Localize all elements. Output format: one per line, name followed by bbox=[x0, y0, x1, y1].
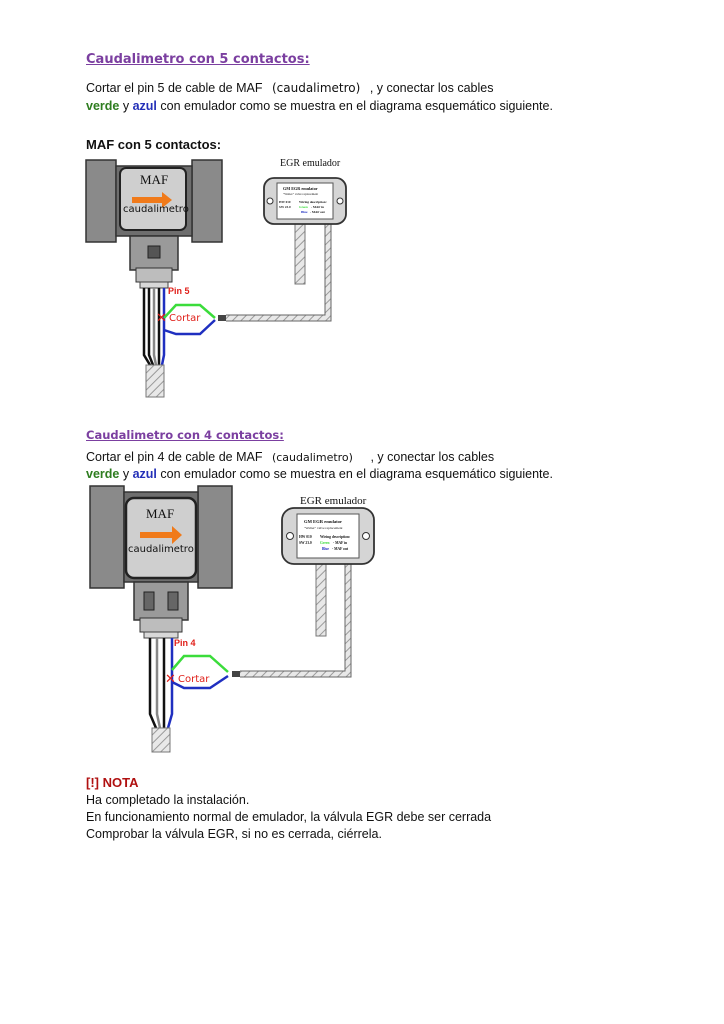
emulator-maf-out: - MAF out bbox=[332, 547, 349, 551]
maf-wire-bundle bbox=[144, 288, 164, 365]
emulator-maf-out: - MAF out bbox=[310, 210, 325, 214]
maf-sublabel: caudalimetro bbox=[123, 204, 189, 215]
section5-line2-rest: con emulador como se muestra en el diagrama esquemático siguiente. bbox=[160, 99, 553, 113]
section4-line1-paren: (caudalimetro) bbox=[271, 451, 353, 464]
maf-cable-sheath bbox=[152, 728, 170, 752]
emulator-green: Green bbox=[299, 205, 308, 209]
maf-cable-sheath bbox=[146, 365, 164, 397]
emulator-label-line2: "Walter" valve replacement bbox=[283, 192, 319, 196]
emulator-title: EGR emulador bbox=[280, 158, 341, 169]
section5-line1-after: , y conectar los cables bbox=[369, 81, 494, 95]
emulator-hw: HW 010 bbox=[279, 200, 291, 204]
note-line-3: Comprobar la válvula EGR, si no es cerrada, ciérrela. bbox=[86, 827, 382, 841]
maf-sensor-body bbox=[90, 486, 232, 588]
section5-subtitle: MAF con 5 contactos: bbox=[86, 137, 222, 152]
section4-word-azul: azul bbox=[132, 467, 157, 481]
section4-instruction-line2 bbox=[86, 466, 553, 483]
section4-heading: Caudalimetro con 4 contactos: bbox=[86, 428, 284, 442]
note-line-2: En funcionamiento normal de emulador, la válvula EGR debe ser cerrada bbox=[86, 810, 492, 824]
emulator-label-line1: GM EGR emulator bbox=[304, 519, 343, 524]
section5-line1-text: Cortar el pin 5 de cable de MAF bbox=[86, 81, 263, 95]
maf-label: MAF bbox=[140, 172, 169, 187]
emulator-wiring-desc: Wiring description: bbox=[320, 535, 351, 539]
note-line-1: Ha completado la instalación. bbox=[86, 793, 250, 807]
green-wire bbox=[172, 656, 228, 672]
emulator-blue: Blue bbox=[301, 210, 308, 214]
section5-word-y: y bbox=[122, 99, 130, 113]
maf-label: MAF bbox=[146, 506, 175, 521]
section5-instruction-line1 bbox=[86, 80, 493, 97]
section4-line1-after: , y conectar los cables bbox=[370, 450, 495, 464]
section4-instruction-line1 bbox=[86, 449, 494, 466]
emulator-sw: SW 23.0 bbox=[279, 205, 291, 209]
section5-instruction-line2 bbox=[86, 98, 553, 115]
emulator-cable bbox=[226, 222, 328, 318]
emulator-title: EGR emulador bbox=[300, 495, 367, 507]
section4-line2-rest: con emulador como se muestra en el diagrama esquemático siguiente. bbox=[160, 467, 553, 481]
maf-connector bbox=[134, 582, 188, 638]
note-title: [!] NOTA bbox=[86, 775, 139, 790]
cut-label: Cortar bbox=[169, 313, 201, 324]
section5-word-verde: verde bbox=[86, 99, 120, 113]
emulator-wiring-desc: Wiring description: bbox=[299, 200, 327, 204]
section4-line1-text: Cortar el pin 4 de cable de MAF bbox=[86, 450, 263, 464]
emulator-sw: SW 23.0 bbox=[299, 541, 312, 545]
section5-word-azul: azul bbox=[132, 99, 157, 113]
cut-x-icon: ✕ bbox=[156, 311, 167, 326]
cut-x-icon: ✕ bbox=[165, 672, 176, 687]
maf-connector bbox=[130, 236, 178, 288]
pin-label: Pin 4 bbox=[174, 638, 196, 648]
cut-label: Cortar bbox=[178, 674, 210, 685]
wiring-diagram-4pin bbox=[82, 482, 382, 757]
emulator-label-line1: GM EGR emulator bbox=[283, 186, 318, 191]
emulator-green: Green bbox=[320, 541, 330, 545]
emulator-cable bbox=[240, 564, 348, 674]
section4-word-y: y bbox=[122, 467, 130, 481]
maf-sublabel: caudalimetro bbox=[128, 544, 194, 555]
emulator-maf-in: - MAF in bbox=[311, 205, 324, 209]
section4-word-verde: verde bbox=[86, 467, 120, 481]
emulator-label-line2: "Walter" valve replacement bbox=[304, 526, 343, 530]
emulator-maf-in: - MAF in bbox=[333, 541, 348, 545]
wiring-diagram-5pin bbox=[80, 150, 380, 400]
emulator-blue: Blue bbox=[322, 547, 329, 551]
section5-line1-paren: (caudalimetro) bbox=[271, 81, 361, 95]
pin-label: Pin 5 bbox=[168, 286, 190, 296]
section5-heading: Caudalimetro con 5 contactos: bbox=[86, 52, 310, 67]
emulator-hw: HW 010 bbox=[299, 535, 312, 539]
